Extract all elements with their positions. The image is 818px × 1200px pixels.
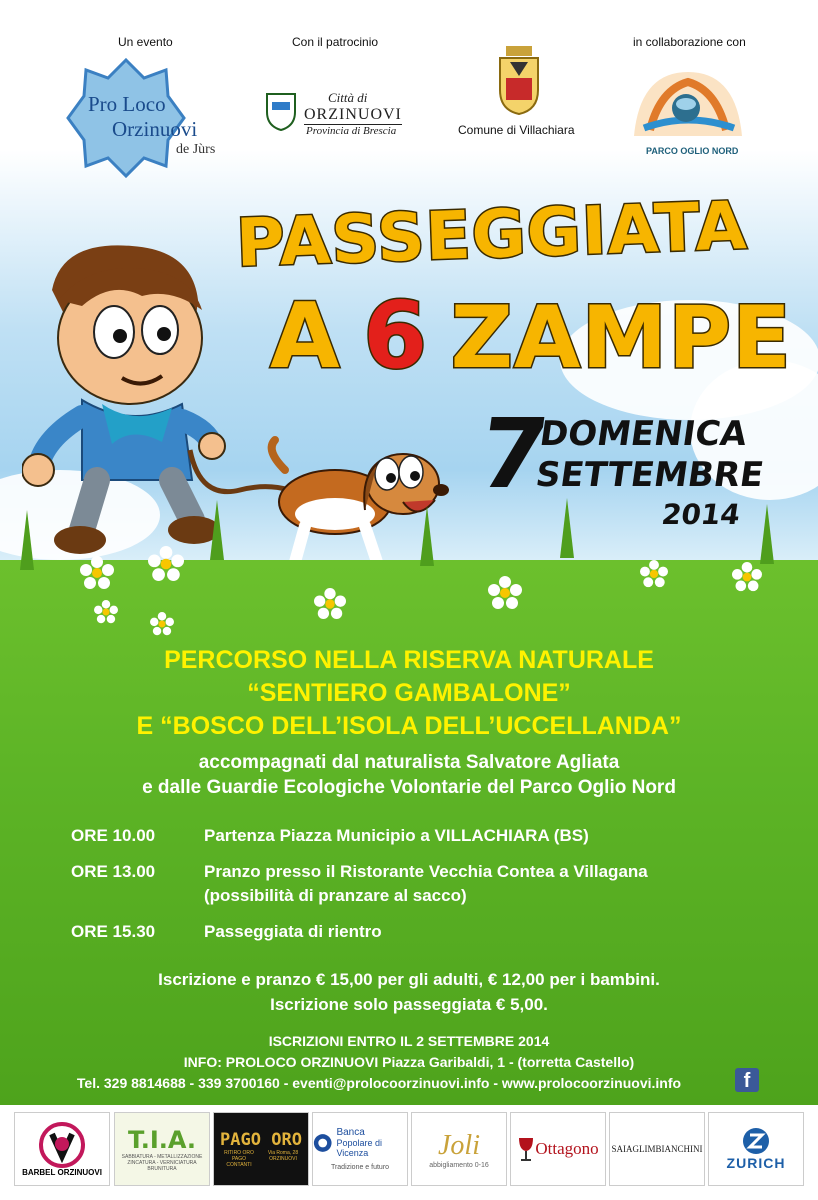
sponsor-ottagono — [510, 1112, 606, 1186]
banca-line2: Popolare di Vicenza — [336, 1138, 382, 1158]
patronage-label: Con il patrocinio — [292, 35, 379, 49]
flower-icon — [148, 546, 184, 582]
sponsor-joli — [411, 1112, 507, 1186]
proloco-line1: Pro Loco — [88, 92, 166, 116]
guide-line1: accompagnati dal naturalista Salvatore Agliata — [198, 752, 620, 773]
schedule-desc-1: Partenza Piazza Municipio a VILLACHIARA (BS) — [204, 826, 589, 845]
sponsor-barbel — [14, 1112, 110, 1186]
flower-icon — [732, 562, 762, 592]
banca-text — [336, 1127, 407, 1158]
schedule-time-2: ORE 13.00 — [71, 862, 156, 881]
orzinuovi-crest-icon — [264, 88, 298, 132]
flower-icon — [640, 560, 668, 588]
proloco-line2: Orzinuovi — [112, 117, 198, 141]
villachiara-crest-icon — [496, 44, 542, 116]
date-day-number: 7 — [472, 398, 555, 510]
route-line3: E “BOSCO DELL’ISOLA DELL’UCCELLANDA” — [136, 712, 682, 740]
price-line1: Iscrizione e pranzo € 15,00 per gli adulti, € 12,00 per i bambini. — [158, 970, 660, 989]
title-line1: PASSEGGIATA — [234, 187, 749, 282]
joli-name: Joli — [438, 1129, 480, 1161]
sponsor-pagooro — [213, 1112, 309, 1186]
facebook-icon[interactable]: f — [735, 1068, 759, 1092]
schedule-desc-3: Passeggiata di rientro — [204, 922, 382, 941]
title-zampe: ZAMPE — [450, 288, 792, 388]
orzinuovi-logo — [304, 90, 402, 137]
schedule-desc-2b: (possibilità di pranzare al sacco) — [204, 886, 467, 905]
grass-blade — [420, 506, 434, 566]
orzinuovi-line1: Città di — [328, 90, 368, 105]
zurich-logo-icon — [742, 1127, 770, 1155]
tia-desc: SABBIATURA - METALLIZZAZIONE ZINCATURA - VERNICIATURA BRUNITURA — [121, 1154, 203, 1172]
ottagono-name: Ottagono — [535, 1139, 599, 1158]
date-month: SETTEMBRE — [533, 455, 767, 495]
sponsor-zurich — [708, 1112, 804, 1186]
sponsor-banca — [312, 1112, 408, 1186]
registration-deadline: ISCRIZIONI ENTRO IL 2 SETTEMBRE 2014 — [268, 1033, 550, 1049]
banca-logo — [313, 1127, 407, 1158]
orzinuovi-line2: ORZINUOVI — [304, 106, 402, 123]
banca-line1: Banca — [336, 1127, 365, 1138]
grass-blade — [560, 498, 574, 558]
barbel-logo-icon — [37, 1122, 87, 1168]
pagooro-sub1: RITIRO ORO PAGO CONTANTI — [224, 1150, 254, 1168]
flower-icon — [94, 600, 118, 624]
route-line1: PERCORSO NELLA RISERVA NATURALE — [164, 646, 654, 674]
parco-oglio-logo — [630, 68, 746, 154]
saiagl-name: SAIAGLIMBIANCHINI — [611, 1144, 703, 1154]
schedule-desc-2: Pranzo presso il Ristorante Vecchia Contea a Villagana — [204, 862, 648, 881]
parco-oglio-label: PARCO OGLIO NORD — [646, 146, 739, 156]
pagooro-sub2: Via Roma, 28 ORZINUOVI — [267, 1150, 299, 1162]
tia-name: T.I.A. — [127, 1126, 197, 1154]
guide-line2: e dalle Guardie Ecologiche Volontarie del Parco Oglio Nord — [142, 777, 676, 798]
joli-sub: abbigliamento 0-16 — [429, 1161, 489, 1169]
collab-label: in collaborazione con — [633, 35, 746, 49]
schedule-time-1: ORE 10.00 — [71, 826, 156, 845]
sponsor-saiagl — [609, 1112, 705, 1186]
proloco-line3: de Jùrs — [176, 142, 216, 157]
schedule-time-3: ORE 15.30 — [71, 922, 156, 941]
date-year: 2014 — [659, 498, 743, 531]
banca-tagline: Tradizione e futuro — [330, 1164, 390, 1171]
banca-icon — [313, 1132, 332, 1154]
flower-icon — [80, 556, 114, 590]
pagooro-details — [219, 1150, 303, 1168]
grass-blade — [760, 504, 774, 564]
pagooro-name: PAGO ORO — [220, 1130, 302, 1150]
grass-blade — [210, 500, 224, 560]
title-a: A — [270, 284, 341, 389]
sponsor-tia — [114, 1112, 210, 1186]
price-line2: Iscrizione solo passeggiata € 5,00. — [270, 995, 548, 1014]
flower-icon — [314, 588, 346, 620]
proloco-name — [66, 92, 226, 158]
title-line2 — [270, 282, 792, 389]
event-label: Un evento — [118, 35, 173, 49]
title-six: 6 — [363, 282, 429, 389]
flower-icon — [150, 612, 174, 636]
flower-icon — [488, 576, 522, 610]
date-weekday: DOMENICA — [537, 414, 750, 454]
info-contacts: Tel. 329 8814688 - 339 3700160 - eventi@prolocoorzinuovi.info - www.prolocoorzinuovi.info — [76, 1075, 682, 1091]
route-line2: “SENTIERO GAMBALONE” — [247, 679, 571, 707]
barbel-label: BARBEL ORZINUOVI — [22, 1167, 102, 1177]
info-address: INFO: PROLOCO ORZINUOVI Piazza Garibaldi, 1 - (torretta Castello) — [183, 1054, 635, 1070]
orzinuovi-line3: Provincia di Brescia — [306, 125, 397, 137]
zurich-name: ZURICH — [726, 1155, 786, 1171]
grass-blade — [20, 510, 34, 570]
villachiara-label: Comune di Villachiara — [458, 123, 575, 137]
wine-glass-icon — [517, 1136, 535, 1162]
